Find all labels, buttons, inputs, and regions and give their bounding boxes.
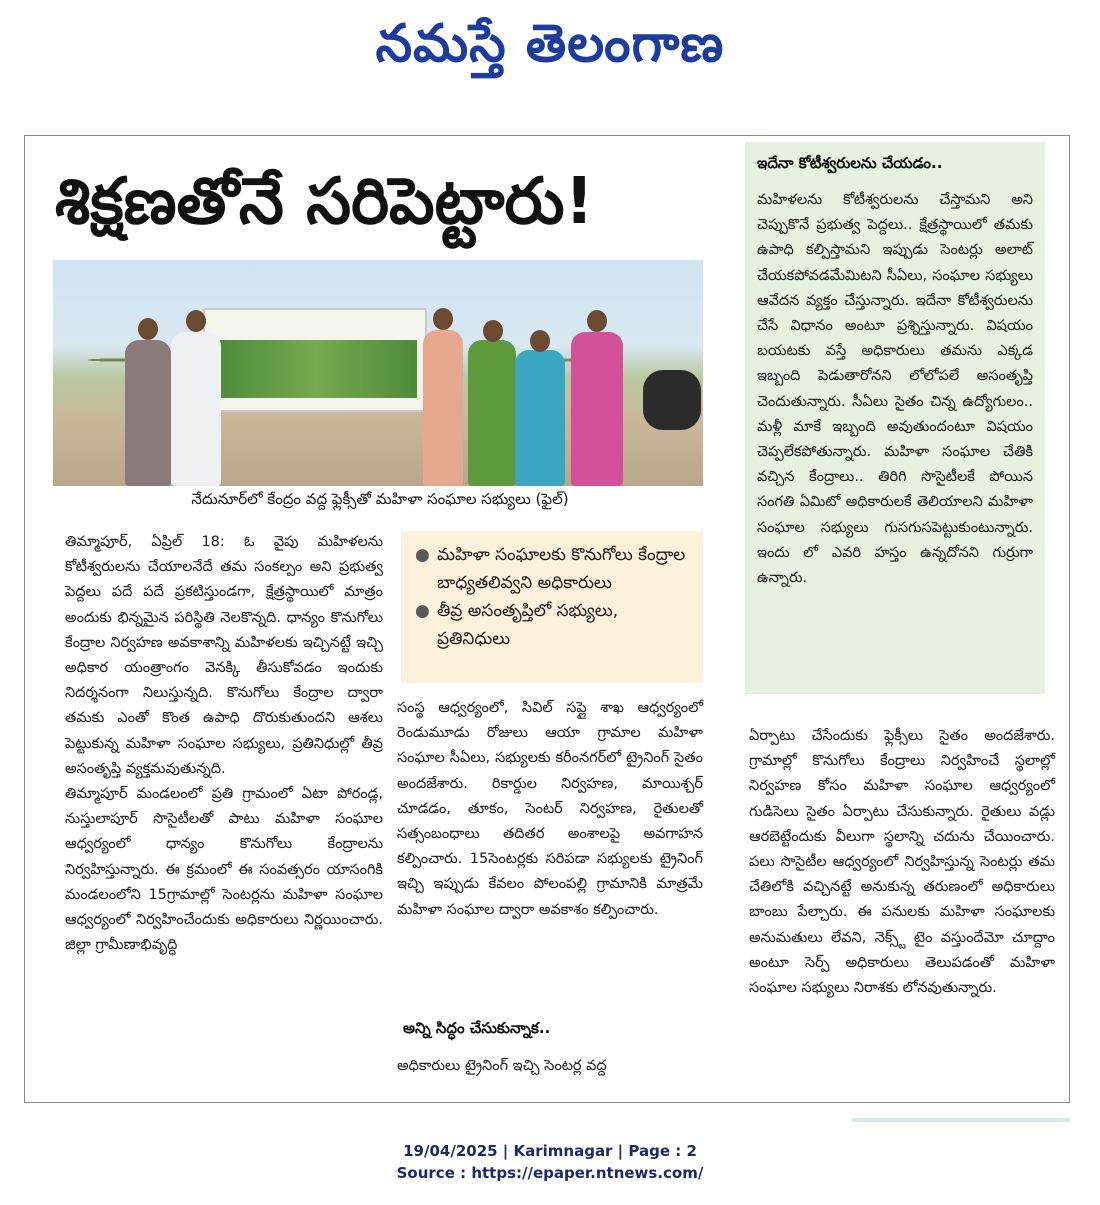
article-headline: శిక్షణతోనే సరిపెట్టారు! — [55, 165, 594, 239]
article-column-1 — [65, 530, 383, 1090]
source-link[interactable]: Source : https://epaper.ntnews.com/ — [396, 1164, 704, 1182]
article-clipping — [24, 135, 1070, 1103]
photo-person-head — [138, 318, 158, 340]
divider-line — [852, 1118, 1070, 1122]
photo-person — [171, 332, 221, 486]
highlight-item: ● మహిళా సంఘాలకు కొనుగోలు కేంద్రాల బాధ్యతలివ్వని అధికారులు — [415, 541, 689, 597]
page-footer — [0, 1140, 1100, 1184]
photo-caption: నేదునూర్‌లో కేంద్రం వద్ద ఫ్లెక్సీతో మహిళా సంఘాల సభ్యులు (ఫైల్) — [191, 490, 569, 508]
bullet-icon: ● — [415, 545, 430, 565]
article-column-2-continued — [397, 1054, 703, 1084]
sidebar-body: మహిళలను కోటీశ్వరులను చేస్తామని అని చెప్పుకొనే ప్రభుత్వ పెద్దలు.. క్షేత్రస్థాయిలో తమకు ఉపాధి కల్పిస్తామని ఇప్పుడు సెంటర్లు అలాట్‌ చేయకపోవడమేమిటని సీఏలు, సంఘాల సభ్యులు ఆవేదన వ్యక్తం చేస్తున్నారు. ఇదేనా కోటీశ్వరులను చేసే విధానం అంటూ ప్రశ్నిస్తున్నారు. విషయం బయటకు వస్తే అధికారులు తమను ఎక్కడ ఇబ్బంది పెడుతారోనని లోలోపలే అసంతృప్తి చెందుతున్నారు. సీఏలు సైతం చిన్న ఉద్యోగులం.. మళ్లీ మాకే ఇబ్బంది అవుతుందంటూ విషయం చెప్పలేకపోతున్నారు. మహిళా సంఘాల చేతికి వచ్చిన కేంద్రాలు.. తిరిగి సొసైటీలకే పోయిన సంగతి ఏమిటో అధికారులకే తెలియాలని మహిళా సంఘాల సభ్యులు గుసగుసపెట్టుకుంటున్నారు. ఇందు లో ఎవరి హస్తం ఉన్నదోనని గుర్రుగా ఉన్నారు. — [757, 192, 1033, 587]
photo-banner — [203, 308, 427, 412]
banner-paddy-strip — [213, 340, 417, 398]
photo-person — [468, 340, 516, 486]
photo-person — [571, 332, 623, 486]
photo-person — [125, 340, 171, 486]
edition-info: 19/04/2025 | Karimnagar | Page : 2 — [403, 1142, 697, 1160]
photo-person-head — [483, 320, 503, 342]
article-photo — [53, 260, 703, 486]
highlight-item: ● తీవ్ర అసంతృప్తిలో సభ్యులు, ప్రతినిధులు — [415, 597, 689, 653]
newspaper-logo: నమస్తే తెలంగాణ — [375, 13, 725, 74]
article-column-3 — [749, 724, 1055, 1094]
bullet-icon: ● — [415, 601, 430, 621]
sidebar-box — [745, 142, 1045, 694]
article-paragraph: తిమ్మాపూర్‌, ఏప్రిల్‌ 18: ఓ వైపు మహిళలను కోటీశ్వరులను చేయాలనేదే తమ సంకల్పం అని ప్రభుత్వ పెద్దలు పదే పదే ప్రకటిస్తుండగా, క్షేత్రస్థాయిలో మాత్రం అందుకు భిన్నమైన పరిస్థితి నెలకొన్నది. ధాన్యం కొనుగోలు కేంద్రాల నిర్వహణ అవకాశాన్ని మహిళలకు ఇచ్చినట్టే ఇచ్చి అధికార యంత్రాంగం వెనక్కి తీసుకోవడం ఇందుకు నిదర్శనంగా నిలుస్తున్నది. కొనుగోలు కేంద్రాల ద్వారా తమకు ఎంతో కొంత ఉపాధి దొరుకుతుందని ఆశలు పెట్టుకున్న మహిళా సంఘాల సభ్యులు, ప్రతినిధుల్లో తీవ్ర అసంతృప్తి వ్యక్తమవుతున్నది. — [65, 534, 383, 777]
article-paragraph: ఏర్పాటు చేసేందుకు ఫ్లెక్సీలు సైతం అందజేశారు. గ్రామాల్లో కొనుగోలు కేంద్రాలు నిర్వహించే స్థలాల్లో నిర్వహణ కోసం మహిళా సంఘాల ఆధ్వర్యంలో గుడిసెలు సైతం ఏర్పాటు చేసుకున్నారు. రైతులు వడ్లు ఆరబెట్టేందుకు వీలుగా స్థలాన్ని చదును చేయించారు. పలు సొసైటీల ఆధ్వర్యంలో నిర్వహిస్తున్న సెంటర్లు తమ చేతిలోకి వచ్చినట్టే అనుకున్న తరుణంలో అధికారులు బాంబు పేల్చారు. ఈ పనులకు మహిళా సంఘాలకు అనుమతులు లేవని, నెక్స్ట్‌ టైం వస్తుందేమో చూద్దాం అంటూ సెర్ప్‌ అధికారులు తెలుపడంతో మహిళా సంఘాల సభ్యులు నిరాశకు లోనవుతున్నారు. — [749, 728, 1055, 997]
photo-person — [423, 330, 463, 486]
photo-person-head — [587, 310, 607, 332]
article-paragraph: అధికారులు ట్రైనింగ్‌ ఇచ్చి సెంటర్ల వద్ద — [397, 1058, 607, 1074]
article-paragraph: సంస్థ ఆధ్వర్యంలో, సివిల్‌ సప్లై శాఖ ఆధ్వర్యంలో రెండుమూడు రోజులు ఆయా గ్రామాల మహిళా సంఘాల సీఏలు, సభ్యులకు కరీంనగర్‌లో ట్రైనింగ్‌ సైతం అందజేశారు. రికార్డుల నిర్వహణ, మాయిశ్చర్‌ చూడడం, తూకం, సెంటర్‌ నిర్వహణ, రైతులతో సత్సంబంధాలు తదితర అంశాలపై అవగాహన కల్పించారు. 15సెంటర్లకు సరిపడా సభ్యులకు ట్రైనింగ్‌ ఇచ్చి ఇప్పుడు కేవలం పోలంపల్లి గ్రామానికి మాత్రమే మహిళా సంఘాల ద్వారా అవకాశం కల్పించారు. — [397, 700, 703, 918]
article-subhead: అన్ని సిద్ధం చేసుకున్నాక.. — [403, 1019, 551, 1037]
photo-person-head — [433, 308, 453, 330]
article-paragraph: తిమ్మాపూర్‌ మండలంలో ప్రతి గ్రామంలో ఏటా పోరండ్ల, నుస్తులాపూర్‌ సొసైటీలతో పాటు మహిళా సంఘాల ఆధ్వర్యంలో ధాన్యం కొనుగోలు కేంద్రాలను నిర్వహిస్తున్నారు. ఈ క్రమంలో ఈ సంవత్సరం యాసంగికి మండలంలోని 15గ్రామాల్లో సెంటర్లను మహిళా సంఘాల ఆధ్వర్యంలో నిర్వహించేందుకు అధికారులు నిర్ణయించారు. జిల్లా గ్రామీణాభివృద్ధి — [65, 786, 383, 954]
masthead — [0, 0, 1100, 100]
photo-motorbike — [643, 370, 701, 430]
photo-person — [515, 350, 565, 486]
photo-person-head — [186, 310, 206, 332]
highlights-box — [401, 531, 703, 683]
photo-person-head — [530, 330, 550, 352]
sidebar-title: ఇదేనా కోటీశ్వరులను చేయడం.. — [757, 154, 943, 172]
